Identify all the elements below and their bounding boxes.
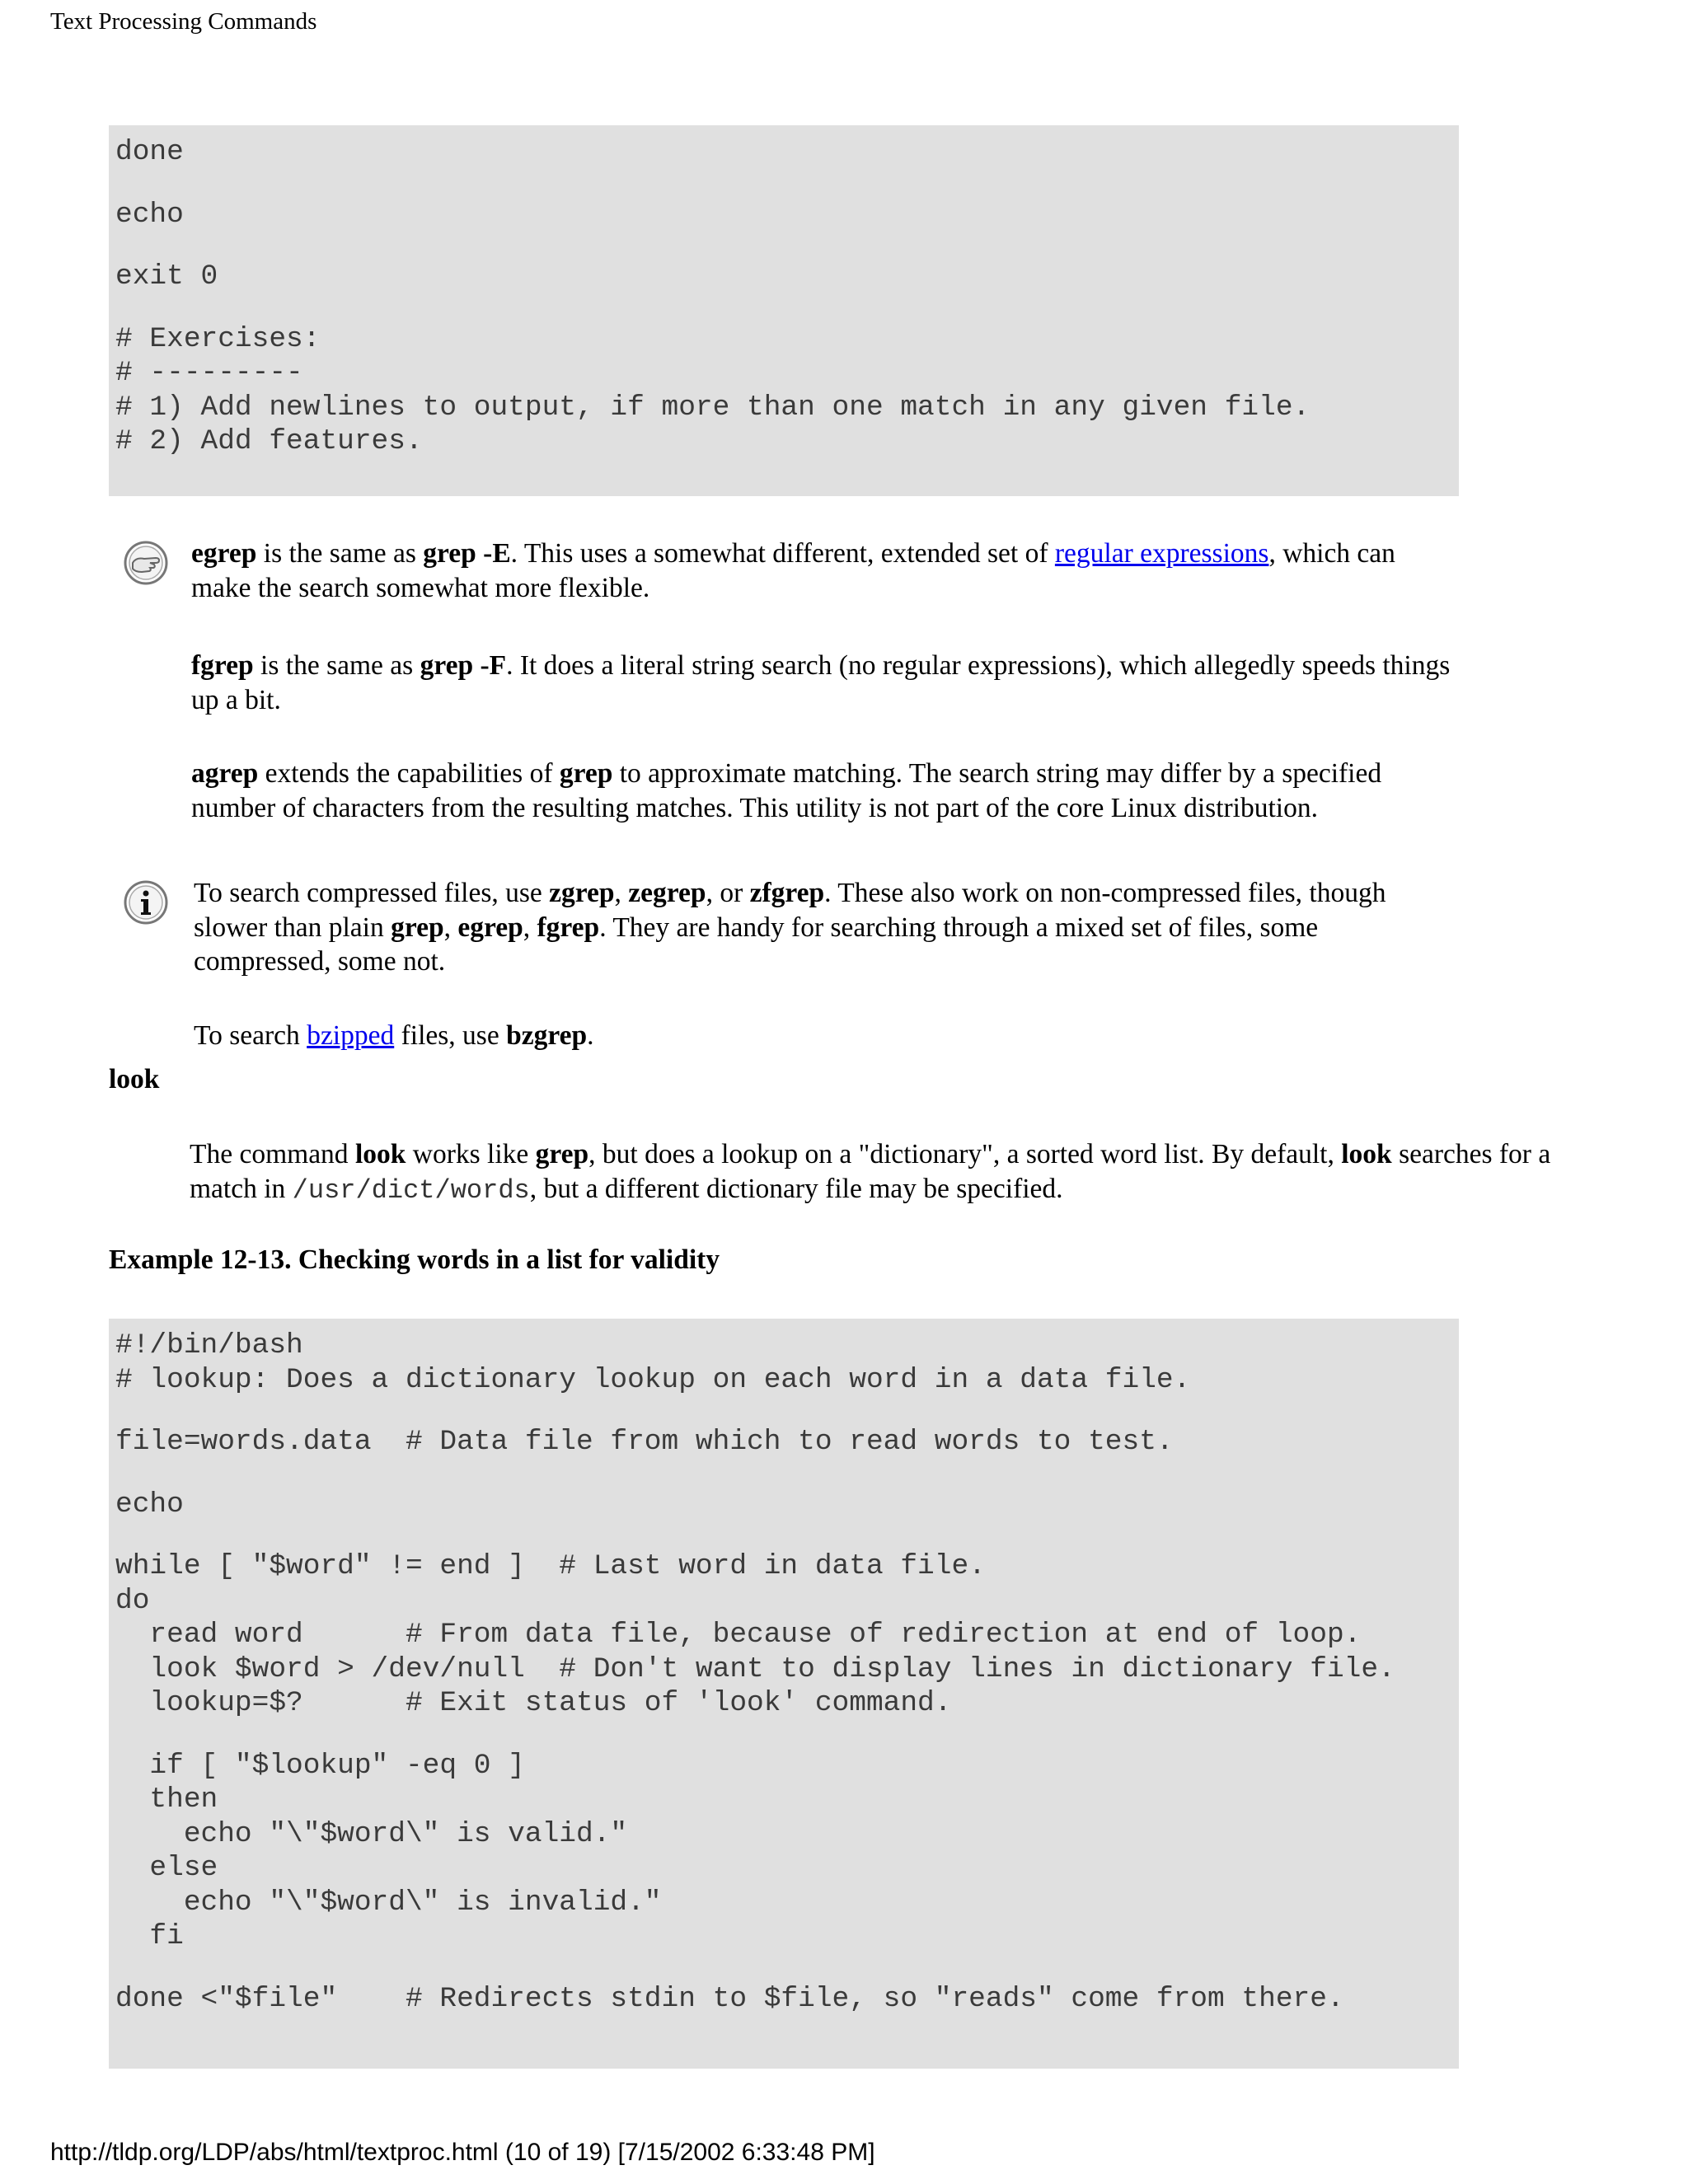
blank-line — [115, 1521, 1452, 1549]
link-bzipped[interactable]: bzipped — [307, 1020, 395, 1051]
hand-pointer-note-icon — [124, 541, 168, 585]
tip-bzgrep: To search bzipped files, use bzgrep. — [194, 1020, 594, 1051]
page-footer-url: http://tldp.org/LDP/abs/html/textproc.html (10 of 19) [7/15/2002 6:33:48 PM] — [50, 2139, 875, 2166]
blank-line — [115, 294, 1452, 322]
code-listing-grep-tail: done echo exit 0 # Exercises: # --------- # 1) Add newlines to output, if more than one match in any given file. # 2) Add features. — [109, 125, 1459, 496]
blank-line — [115, 1397, 1452, 1425]
info-icon — [124, 880, 168, 925]
example-title: Example 12-13. Checking words in a list for validity — [109, 1244, 720, 1275]
look-description: The command look works like grep, but does a lookup on a "dictionary", a sorted word list. By default, look searches for a match in /usr/dict/words, but a different dictionary file may be specified. — [190, 1139, 1551, 1206]
blank-line — [115, 232, 1452, 260]
term-look: look — [109, 1064, 160, 1094]
note-agrep: agrep extends the capabilities of grep to approximate matching. The search string may differ by a specified number of characters from the resulting matches. This utility is not part of the core Linux distribution. — [191, 758, 1382, 823]
blank-line — [115, 1954, 1452, 1982]
note-egrep: egrep is the same as grep -E. This uses a somewhat different, extended set of regular expressions, which can make the search somewhat more flexible. — [191, 538, 1395, 603]
blank-line — [115, 1460, 1452, 1488]
link-regular-expressions[interactable]: regular expressions — [1054, 538, 1269, 569]
page-header: Text Processing Commands — [50, 8, 317, 35]
blank-line — [115, 1721, 1452, 1749]
blank-line — [115, 170, 1452, 198]
code-listing-lookup: #!/bin/bash # lookup: Does a dictionary lookup on each word in a data file. file=words.data # Data file from which to read words to test. echo while [ "$word" != end ] # Last word in data file. do read word # From data file, because of redirection at end of loop. look $word > /dev/null # Don't want to display lines in dictionary file. lookup=$? # Exit status of 'look' command. if [ "$lookup" -eq 0 ] then echo "\"$word\" is valid." else echo "\"$word\" is invalid." fi done <"$file" # Redirects stdin to $file, so "reads" come from there. — [109, 1319, 1459, 2069]
tip-compressed-grep: To search compressed files, use zgrep, zegrep, or zfgrep. These also work on non-compressed files, though slower than plain grep, egrep, fgrep. They are handy for searching through a mixed set of files, some compressed, some not. — [194, 878, 1386, 977]
note-fgrep: fgrep is the same as grep -F. It does a literal string search (no regular expressions), which allegedly speeds things up a bit. — [191, 650, 1451, 715]
